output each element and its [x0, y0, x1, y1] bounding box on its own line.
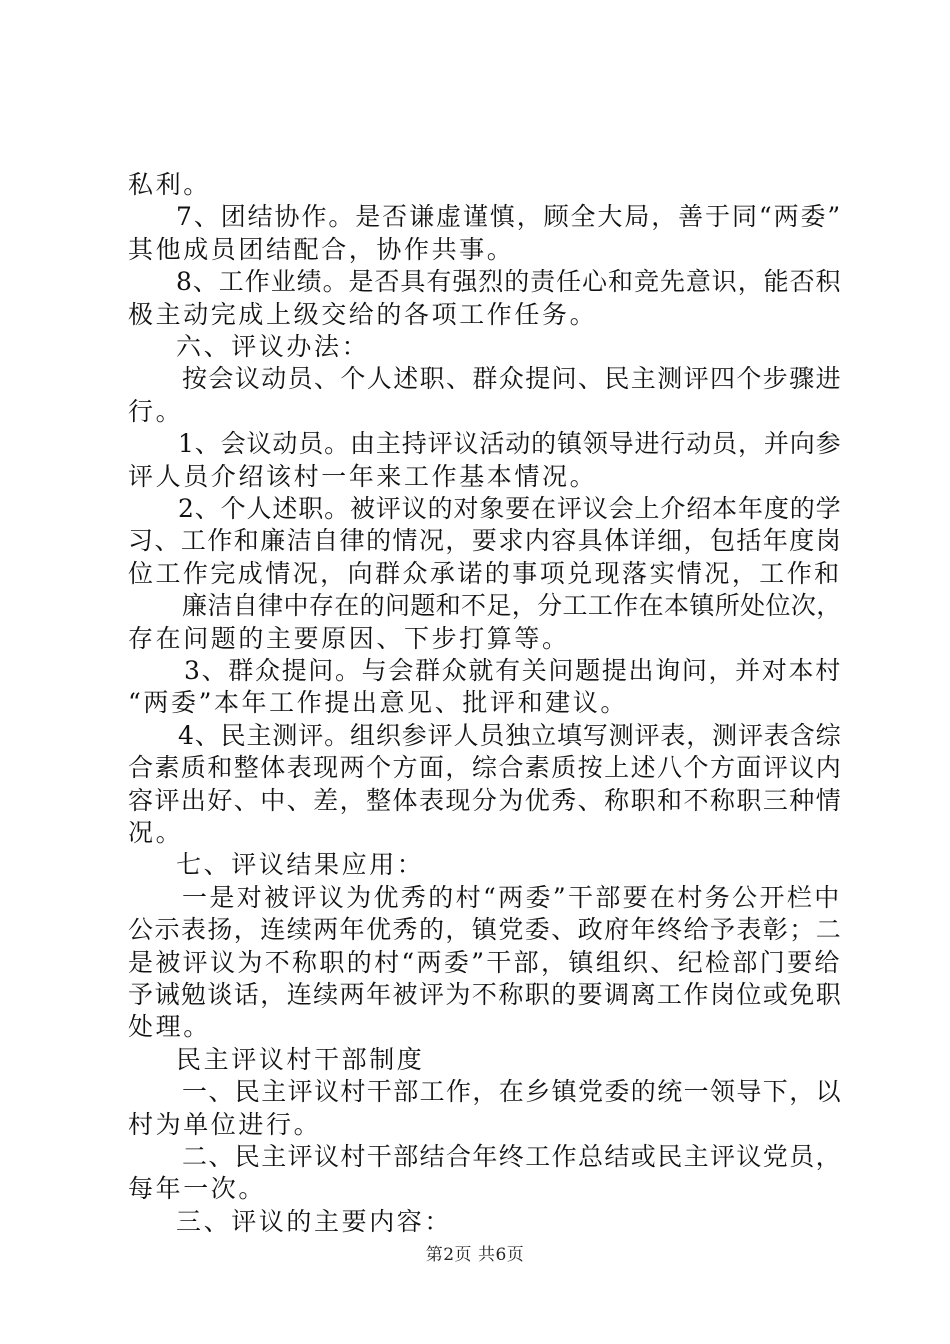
text-line: 极主动完成上级交给的各项工作任务。 — [128, 299, 598, 329]
text-line: 8、工作业绩。是否具有强烈的责任心和竞先意识，能否积 — [176, 267, 842, 297]
text-line: 廉洁自律中存在的问题和不足，分工工作在本镇所处位次， — [182, 591, 842, 621]
text-line: 3、群众提问。与会群众就有关问题提出询问，并对本村 — [184, 656, 842, 685]
text-line: 容评出好、中、差，整体表现分为优秀、称职和不称职三种情 — [128, 785, 843, 815]
text-line: 处理。 — [128, 1012, 211, 1042]
text-line: 其他成员团结配合，协作共事。 — [128, 234, 515, 264]
text-line: 行。 — [128, 396, 184, 426]
text-line: 习、工作和廉洁自律的情况，要求内容具体详细，包括年度岗 — [128, 526, 843, 556]
text-line: “两委”本年工作提出意见、批评和建议。 — [128, 688, 628, 718]
text-line: 1、会议动员。由主持评议活动的镇领导进行动员，并向参 — [178, 429, 842, 459]
text-line: 一是对被评议为优秀的村“两委”干部要在村务公开栏中 — [182, 882, 842, 912]
text-line: 是被评议为不称职的村“两委”干部，镇组织、纪检部门要给 — [128, 947, 842, 977]
document-title: 民主评议村干部制度 — [176, 1044, 425, 1074]
text-line: 按会议动员、个人述职、群众提问、民主测评四个步骤进 — [182, 364, 843, 394]
text-line: 存在问题的主要原因、下步打算等。 — [128, 623, 570, 653]
text-line: 一、民主评议村干部工作，在乡镇党委的统一领导下，以 — [182, 1077, 843, 1107]
text-line: 私利。 — [128, 170, 211, 199]
text-line: 二、民主评议村干部结合年终工作总结或民主评议党员， — [182, 1142, 843, 1171]
page-footer: 第2页 共6页 — [425, 1245, 525, 1265]
text-line: 位工作完成情况，向群众承诺的事项兑现落实情况，工作和 — [128, 558, 842, 588]
section-heading: 六、评议办法： — [176, 332, 370, 361]
text-line: 公示表扬，连续两年优秀的，镇党委、政府年终给予表彰；二 — [128, 915, 843, 945]
section-heading: 三、评议的主要内容： — [176, 1206, 453, 1236]
text-line: 每年一次。 — [128, 1174, 267, 1204]
text-line: 合素质和整体表现两个方面，综合素质按上述八个方面评议内 — [128, 753, 843, 783]
text-line: 村为单位进行。 — [128, 1109, 322, 1139]
text-line: 7、团结协作。是否谦虚谨慎，顾全大局，善于同“两委” — [176, 202, 843, 232]
text-line: 2、个人述职。被评议的对象要在评议会上介绍本年度的学 — [178, 494, 842, 523]
text-line: 予诫勉谈话，连续两年被评为不称职的要调离工作岗位或免职 — [128, 980, 843, 1009]
section-heading: 七、评议结果应用： — [176, 850, 425, 880]
text-line: 况。 — [128, 818, 184, 847]
text-line: 4、民主测评。组织参评人员独立填写测评表，测评表含综 — [178, 720, 842, 750]
text-line: 评人员介绍该村一年来工作基本情况。 — [128, 461, 598, 491]
